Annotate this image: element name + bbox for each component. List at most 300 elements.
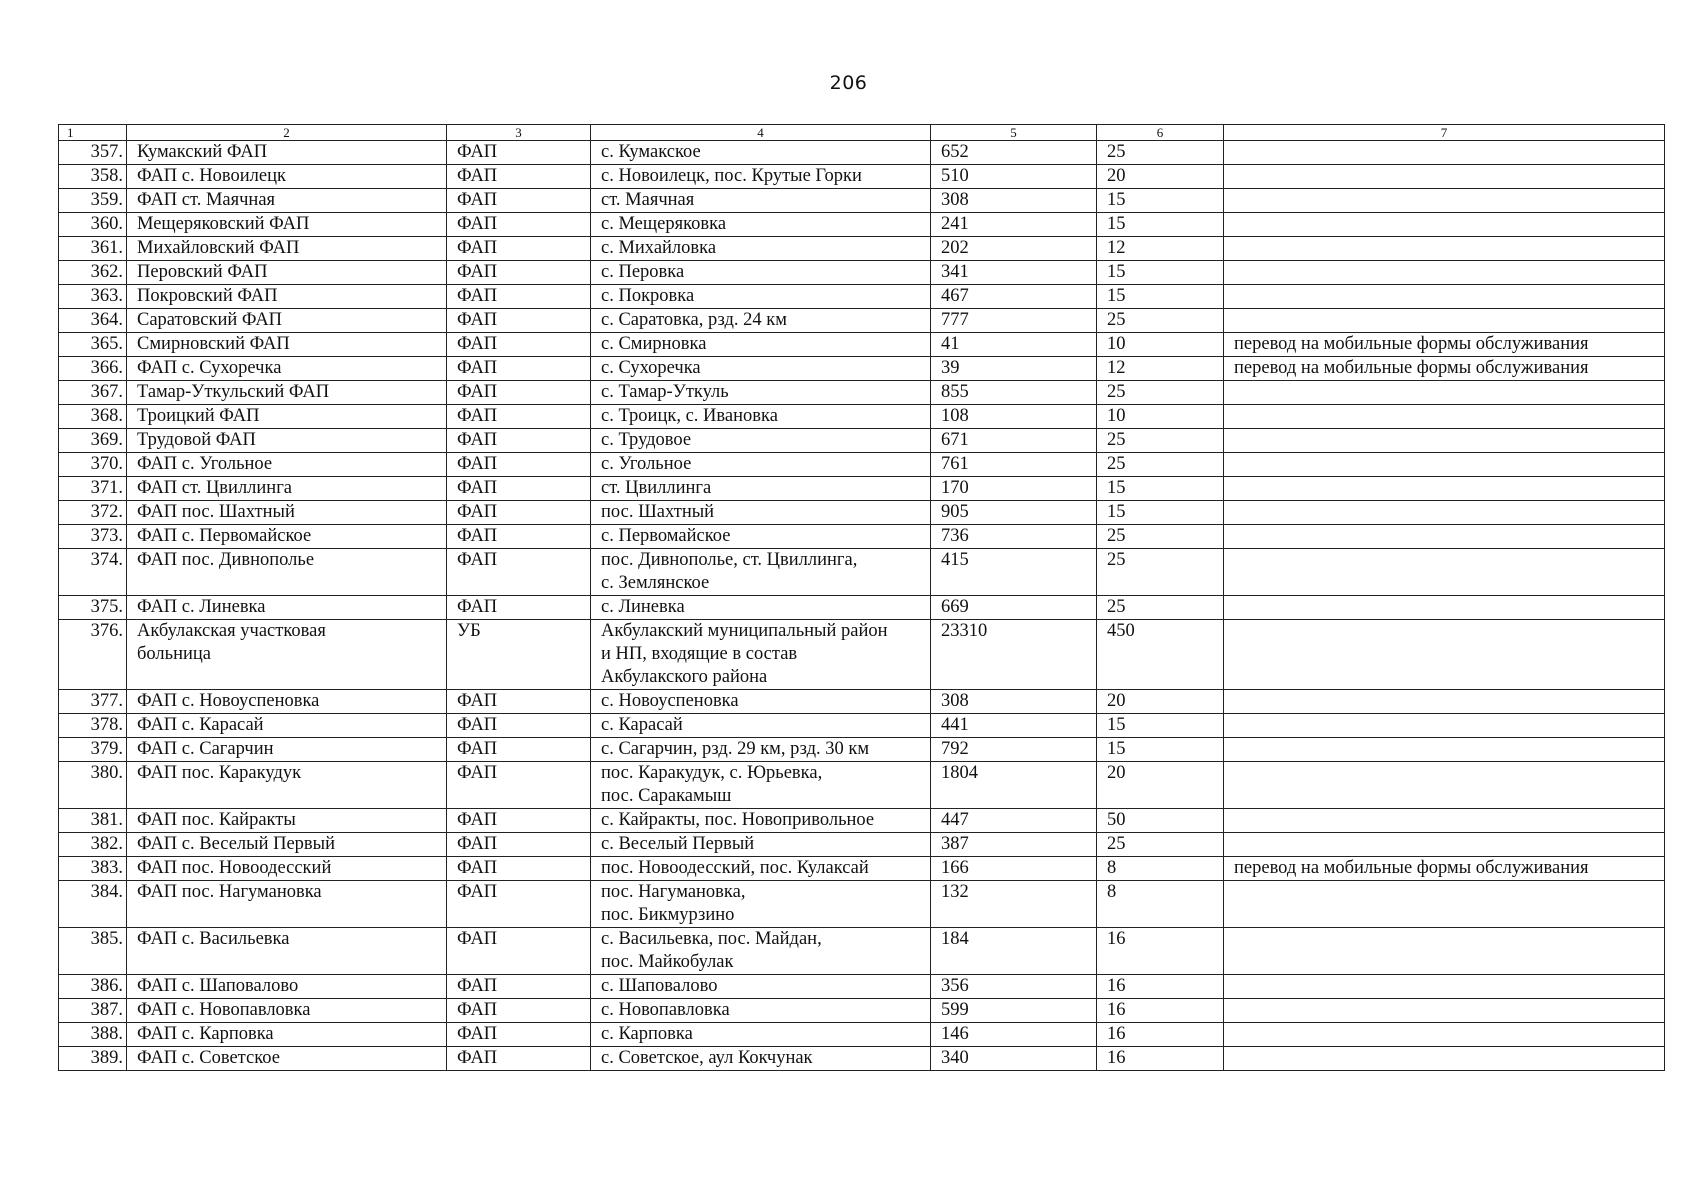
service-area-cell-line: с. Карповка <box>601 1024 693 1044</box>
table-row <box>59 999 1665 1023</box>
table-row <box>59 833 1665 857</box>
count-cell: 15 <box>1097 189 1224 213</box>
facility-name-cell <box>127 357 447 381</box>
count-cell: 16 <box>1097 999 1224 1023</box>
table-body <box>59 141 1665 1071</box>
facility-type-cell: ФАП <box>447 501 591 525</box>
facility-name-cell-line: ФАП ст. Маячная <box>137 190 276 210</box>
table-row <box>59 165 1665 189</box>
facility-name-cell <box>127 213 447 237</box>
note-cell <box>1224 525 1665 549</box>
facility-name-cell-line: ФАП пос. Каракудук <box>137 763 302 783</box>
note-cell <box>1224 620 1665 690</box>
facility-type-cell: ФАП <box>447 213 591 237</box>
row-number-cell: 371. <box>59 477 127 501</box>
facility-name-cell-line: Михайловский ФАП <box>137 238 300 258</box>
facility-name-cell <box>127 429 447 453</box>
row-number-cell: 359. <box>59 189 127 213</box>
service-area-cell <box>591 762 931 809</box>
table-row <box>59 596 1665 620</box>
service-area-cell-line: с. Веселый Первый <box>601 834 755 854</box>
row-number-cell: 358. <box>59 165 127 189</box>
facility-name-cell-line: Смирновский ФАП <box>137 334 290 354</box>
row-number-cell: 389. <box>59 1047 127 1071</box>
facility-type-cell: ФАП <box>447 857 591 881</box>
population-cell: 132 <box>931 881 1097 928</box>
facility-name-cell <box>127 596 447 620</box>
row-number-cell: 357. <box>59 141 127 165</box>
facility-name-cell <box>127 477 447 501</box>
service-area-cell-line: пос. Каракудук, с. Юрьевка, <box>601 763 823 783</box>
count-cell: 15 <box>1097 261 1224 285</box>
service-area-cell-line: с. Советское, аул Кокчунак <box>601 1048 813 1068</box>
note-cell <box>1224 690 1665 714</box>
population-cell: 23310 <box>931 620 1097 690</box>
service-area-cell-line: с. Угольное <box>601 454 692 474</box>
note-cell <box>1224 405 1665 429</box>
facility-name-cell-line: ФАП с. Карповка <box>137 1024 274 1044</box>
note-cell <box>1224 237 1665 261</box>
population-cell: 415 <box>931 549 1097 596</box>
service-area-cell <box>591 261 931 285</box>
table-row <box>59 714 1665 738</box>
row-number-cell: 366. <box>59 357 127 381</box>
service-area-cell-line: Акбулакского района <box>601 667 768 687</box>
note-cell <box>1224 928 1665 975</box>
facility-name-cell-line: ФАП с. Сагарчин <box>137 739 274 759</box>
count-cell: 25 <box>1097 549 1224 596</box>
column-header: 1 <box>59 125 127 141</box>
facility-name-cell <box>127 285 447 309</box>
population-cell: 652 <box>931 141 1097 165</box>
facility-type-cell: ФАП <box>447 690 591 714</box>
row-number-cell: 365. <box>59 333 127 357</box>
facility-type-cell: ФАП <box>447 596 591 620</box>
service-area-cell <box>591 809 931 833</box>
service-area-cell-line: с. Первомайское <box>601 526 731 546</box>
note-cell <box>1224 549 1665 596</box>
facility-name-cell <box>127 309 447 333</box>
count-cell: 8 <box>1097 881 1224 928</box>
facility-name-cell-line: Кумакский ФАП <box>137 142 268 162</box>
service-area-cell <box>591 405 931 429</box>
population-cell: 39 <box>931 357 1097 381</box>
row-number-cell: 384. <box>59 881 127 928</box>
note-cell <box>1224 714 1665 738</box>
note-cell <box>1224 881 1665 928</box>
count-cell: 50 <box>1097 809 1224 833</box>
facility-name-cell-line: Перовский ФАП <box>137 262 268 282</box>
note-cell <box>1224 381 1665 405</box>
count-cell: 15 <box>1097 477 1224 501</box>
population-cell: 387 <box>931 833 1097 857</box>
facility-name-cell-line: ФАП пос. Дивнополье <box>137 550 315 570</box>
facility-name-cell-line: ФАП с. Советское <box>137 1048 280 1068</box>
service-area-cell-line: пос. Бикмурзино <box>601 905 735 925</box>
table-row <box>59 261 1665 285</box>
facility-type-cell: ФАП <box>447 881 591 928</box>
count-cell: 12 <box>1097 357 1224 381</box>
service-area-cell <box>591 738 931 762</box>
facility-name-cell <box>127 549 447 596</box>
facility-name-cell <box>127 999 447 1023</box>
facility-type-cell: ФАП <box>447 762 591 809</box>
facility-name-cell <box>127 1047 447 1071</box>
population-cell: 108 <box>931 405 1097 429</box>
row-number-cell: 376. <box>59 620 127 690</box>
service-area-cell <box>591 620 931 690</box>
population-cell: 146 <box>931 1023 1097 1047</box>
count-cell: 15 <box>1097 285 1224 309</box>
facility-name-cell-line: ФАП пос. Нагумановка <box>137 882 322 902</box>
count-cell: 25 <box>1097 381 1224 405</box>
table-row <box>59 549 1665 596</box>
facility-name-cell-line: Троицкий ФАП <box>137 406 260 426</box>
facility-type-cell: ФАП <box>447 189 591 213</box>
row-number-cell: 374. <box>59 549 127 596</box>
facility-name-cell-line: Акбулакская участковая <box>137 621 326 641</box>
facility-name-cell-line: Покровский ФАП <box>137 286 278 306</box>
row-number-cell: 360. <box>59 213 127 237</box>
service-area-cell <box>591 333 931 357</box>
facility-name-cell <box>127 261 447 285</box>
facility-type-cell: ФАП <box>447 141 591 165</box>
service-area-cell-line: с. Трудовое <box>601 430 692 450</box>
facility-name-cell-line: Тамар-Уткульский ФАП <box>137 382 330 402</box>
facility-name-cell <box>127 1023 447 1047</box>
facility-name-cell-line: ФАП с. Карасай <box>137 715 264 735</box>
service-area-cell-line: пос. Шахтный <box>601 502 715 522</box>
population-cell: 356 <box>931 975 1097 999</box>
row-number-cell: 379. <box>59 738 127 762</box>
service-area-cell <box>591 1023 931 1047</box>
table-row <box>59 975 1665 999</box>
table-row <box>59 429 1665 453</box>
facility-name-cell-line: ФАП с. Сухоречка <box>137 358 282 378</box>
facility-name-cell <box>127 833 447 857</box>
note-cell <box>1224 453 1665 477</box>
count-cell: 16 <box>1097 975 1224 999</box>
facility-type-cell: ФАП <box>447 381 591 405</box>
facility-type-cell: ФАП <box>447 453 591 477</box>
population-cell: 41 <box>931 333 1097 357</box>
service-area-cell-line: с. Михайловка <box>601 238 717 258</box>
facility-name-cell <box>127 525 447 549</box>
population-cell: 447 <box>931 809 1097 833</box>
count-cell: 15 <box>1097 714 1224 738</box>
facility-type-cell: ФАП <box>447 928 591 975</box>
table-row <box>59 1023 1665 1047</box>
column-header: 2 <box>127 125 447 141</box>
count-cell: 25 <box>1097 525 1224 549</box>
note-cell: перевод на мобильные формы обслуживания <box>1224 357 1665 381</box>
facility-type-cell: ФАП <box>447 975 591 999</box>
service-area-cell <box>591 381 931 405</box>
service-area-cell <box>591 429 931 453</box>
facility-name-cell <box>127 141 447 165</box>
service-area-cell-line: Акбулакский муниципальный район <box>601 621 888 641</box>
facility-type-cell: ФАП <box>447 714 591 738</box>
row-number-cell: 367. <box>59 381 127 405</box>
count-cell: 12 <box>1097 237 1224 261</box>
note-cell <box>1224 738 1665 762</box>
facility-name-cell <box>127 453 447 477</box>
facility-type-cell: ФАП <box>447 1023 591 1047</box>
facility-name-cell <box>127 714 447 738</box>
facility-type-cell: ФАП <box>447 738 591 762</box>
service-area-cell-line: с. Кайракты, пос. Новопривольное <box>601 810 875 830</box>
facility-name-cell-line: ФАП ст. Цвиллинга <box>137 478 293 498</box>
population-cell: 340 <box>931 1047 1097 1071</box>
facility-name-cell <box>127 620 447 690</box>
population-cell: 669 <box>931 596 1097 620</box>
service-area-cell-line: с. Перовка <box>601 262 685 282</box>
facility-type-cell: ФАП <box>447 237 591 261</box>
count-cell: 450 <box>1097 620 1224 690</box>
service-area-cell <box>591 285 931 309</box>
facility-name-cell-line: Трудовой ФАП <box>137 430 256 450</box>
row-number-cell: 386. <box>59 975 127 999</box>
service-area-cell-line: с. Новопавловка <box>601 1000 730 1020</box>
service-area-cell <box>591 975 931 999</box>
table-row <box>59 738 1665 762</box>
count-cell: 16 <box>1097 928 1224 975</box>
count-cell: 15 <box>1097 501 1224 525</box>
service-area-cell-line: с. Сагарчин, рзд. 29 км, рзд. 30 км <box>601 739 870 759</box>
note-cell <box>1224 975 1665 999</box>
note-cell <box>1224 429 1665 453</box>
facility-name-cell-line: ФАП с. Угольное <box>137 454 273 474</box>
row-number-cell: 362. <box>59 261 127 285</box>
note-cell <box>1224 285 1665 309</box>
row-number-cell: 378. <box>59 714 127 738</box>
count-cell: 10 <box>1097 333 1224 357</box>
note-cell <box>1224 261 1665 285</box>
facility-type-cell: ФАП <box>447 333 591 357</box>
population-cell: 777 <box>931 309 1097 333</box>
count-cell: 20 <box>1097 762 1224 809</box>
facility-name-cell-line: ФАП с. Первомайское <box>137 526 312 546</box>
note-cell <box>1224 477 1665 501</box>
facility-name-cell <box>127 738 447 762</box>
column-header: 6 <box>1097 125 1224 141</box>
service-area-cell-line: пос. Майкобулак <box>601 952 734 972</box>
facility-name-cell <box>127 690 447 714</box>
facility-name-cell <box>127 501 447 525</box>
table-header <box>59 125 1665 141</box>
service-area-cell-line: с. Кумакское <box>601 142 701 162</box>
column-header: 3 <box>447 125 591 141</box>
facility-type-cell: ФАП <box>447 357 591 381</box>
population-cell: 792 <box>931 738 1097 762</box>
service-area-cell-line: с. Смирновка <box>601 334 707 354</box>
facility-name-cell-line: ФАП с. Линевка <box>137 597 266 617</box>
population-cell: 905 <box>931 501 1097 525</box>
row-number-cell: 369. <box>59 429 127 453</box>
population-cell: 308 <box>931 690 1097 714</box>
facility-name-cell-line: ФАП пос. Шахтный <box>137 502 295 522</box>
service-area-cell <box>591 189 931 213</box>
table-row <box>59 857 1665 881</box>
population-cell: 202 <box>931 237 1097 261</box>
population-cell: 761 <box>931 453 1097 477</box>
population-cell: 308 <box>931 189 1097 213</box>
service-area-cell <box>591 213 931 237</box>
table-row <box>59 881 1665 928</box>
service-area-cell <box>591 309 931 333</box>
facility-type-cell: ФАП <box>447 165 591 189</box>
facility-name-cell <box>127 762 447 809</box>
facility-name-cell <box>127 333 447 357</box>
service-area-cell <box>591 1047 931 1071</box>
count-cell: 25 <box>1097 833 1224 857</box>
service-area-cell <box>591 833 931 857</box>
note-cell <box>1224 809 1665 833</box>
count-cell: 20 <box>1097 165 1224 189</box>
population-cell: 184 <box>931 928 1097 975</box>
service-area-cell <box>591 690 931 714</box>
facility-name-cell-line: ФАП с. Веселый Первый <box>137 834 335 854</box>
count-cell: 20 <box>1097 690 1224 714</box>
table-row <box>59 762 1665 809</box>
row-number-cell: 388. <box>59 1023 127 1047</box>
count-cell: 15 <box>1097 738 1224 762</box>
table-row <box>59 501 1665 525</box>
facility-type-cell: ФАП <box>447 809 591 833</box>
service-area-cell-line: с. Сухоречка <box>601 358 701 378</box>
facility-name-cell <box>127 165 447 189</box>
facility-name-cell <box>127 857 447 881</box>
note-cell <box>1224 762 1665 809</box>
service-area-cell <box>591 549 931 596</box>
count-cell: 25 <box>1097 309 1224 333</box>
facility-type-cell: ФАП <box>447 525 591 549</box>
count-cell: 15 <box>1097 213 1224 237</box>
service-area-cell-line: с. Мещеряковка <box>601 214 727 234</box>
row-number-cell: 368. <box>59 405 127 429</box>
facility-type-cell: ФАП <box>447 833 591 857</box>
note-cell <box>1224 165 1665 189</box>
population-cell: 736 <box>931 525 1097 549</box>
table-row <box>59 477 1665 501</box>
facility-type-cell: ФАП <box>447 999 591 1023</box>
row-number-cell: 373. <box>59 525 127 549</box>
facility-name-cell <box>127 405 447 429</box>
count-cell: 25 <box>1097 429 1224 453</box>
service-area-cell-line: с. Землянское <box>601 573 710 593</box>
facility-name-cell <box>127 975 447 999</box>
count-cell: 10 <box>1097 405 1224 429</box>
facility-type-cell: УБ <box>447 620 591 690</box>
row-number-cell: 372. <box>59 501 127 525</box>
service-area-cell <box>591 453 931 477</box>
service-area-cell-line: с. Покровка <box>601 286 695 306</box>
service-area-cell-line: с. Карасай <box>601 715 683 735</box>
facility-name-cell-line: ФАП пос. Новоодесский <box>137 858 332 878</box>
facility-table <box>58 124 1665 1071</box>
note-cell: перевод на мобильные формы обслуживания <box>1224 333 1665 357</box>
count-cell: 25 <box>1097 453 1224 477</box>
facility-type-cell: ФАП <box>447 261 591 285</box>
row-number-cell: 361. <box>59 237 127 261</box>
facility-name-cell-line: ФАП с. Новопавловка <box>137 1000 311 1020</box>
service-area-cell-line: с. Новоилецк, пос. Крутые Горки <box>601 166 862 186</box>
facility-name-cell <box>127 809 447 833</box>
service-area-cell-line: и НП, входящие в состав <box>601 644 798 664</box>
service-area-cell <box>591 165 931 189</box>
table-row <box>59 690 1665 714</box>
count-cell: 8 <box>1097 857 1224 881</box>
population-cell: 441 <box>931 714 1097 738</box>
service-area-cell-line: пос. Нагумановка, <box>601 882 746 902</box>
facility-type-cell: ФАП <box>447 429 591 453</box>
facility-name-cell-line: больница <box>137 644 211 664</box>
count-cell: 16 <box>1097 1047 1224 1071</box>
population-cell: 241 <box>931 213 1097 237</box>
facility-name-cell <box>127 189 447 213</box>
service-area-cell <box>591 525 931 549</box>
service-area-cell-line: ст. Маячная <box>601 190 695 210</box>
row-number-cell: 383. <box>59 857 127 881</box>
note-cell <box>1224 141 1665 165</box>
table-row <box>59 333 1665 357</box>
service-area-cell-line: с. Линевка <box>601 597 685 617</box>
population-cell: 467 <box>931 285 1097 309</box>
row-number-cell: 387. <box>59 999 127 1023</box>
service-area-cell <box>591 999 931 1023</box>
facility-name-cell-line: ФАП с. Шаповалово <box>137 976 299 996</box>
note-cell <box>1224 833 1665 857</box>
service-area-cell <box>591 714 931 738</box>
service-area-cell <box>591 501 931 525</box>
note-cell: перевод на мобильные формы обслуживания <box>1224 857 1665 881</box>
facility-name-cell-line: ФАП с. Васильевка <box>137 929 290 949</box>
row-number-cell: 364. <box>59 309 127 333</box>
note-cell <box>1224 189 1665 213</box>
table-row <box>59 237 1665 261</box>
service-area-cell <box>591 881 931 928</box>
facility-name-cell <box>127 928 447 975</box>
facility-type-cell: ФАП <box>447 309 591 333</box>
population-cell: 166 <box>931 857 1097 881</box>
facility-type-cell: ФАП <box>447 477 591 501</box>
count-cell: 25 <box>1097 596 1224 620</box>
row-number-cell: 380. <box>59 762 127 809</box>
service-area-cell <box>591 237 931 261</box>
facility-name-cell <box>127 381 447 405</box>
note-cell <box>1224 213 1665 237</box>
facility-name-cell-line: ФАП с. Новоуспеновка <box>137 691 320 711</box>
column-header: 7 <box>1224 125 1665 141</box>
service-area-cell-line: с. Троицк, с. Ивановка <box>601 406 778 426</box>
service-area-cell-line: с. Тамар-Уткуль <box>601 382 729 402</box>
note-cell <box>1224 309 1665 333</box>
service-area-cell-line: с. Шаповалово <box>601 976 718 996</box>
facility-name-cell <box>127 237 447 261</box>
table-row <box>59 309 1665 333</box>
service-area-cell <box>591 596 931 620</box>
row-number-cell: 377. <box>59 690 127 714</box>
service-area-cell-line: с. Васильевка, пос. Майдан, <box>601 929 822 949</box>
table-row <box>59 1047 1665 1071</box>
facility-name-cell-line: Саратовский ФАП <box>137 310 283 330</box>
row-number-cell: 385. <box>59 928 127 975</box>
table-row <box>59 381 1665 405</box>
population-cell: 599 <box>931 999 1097 1023</box>
facility-name-cell-line: ФАП пос. Кайракты <box>137 810 296 830</box>
column-header: 5 <box>931 125 1097 141</box>
row-number-cell: 381. <box>59 809 127 833</box>
